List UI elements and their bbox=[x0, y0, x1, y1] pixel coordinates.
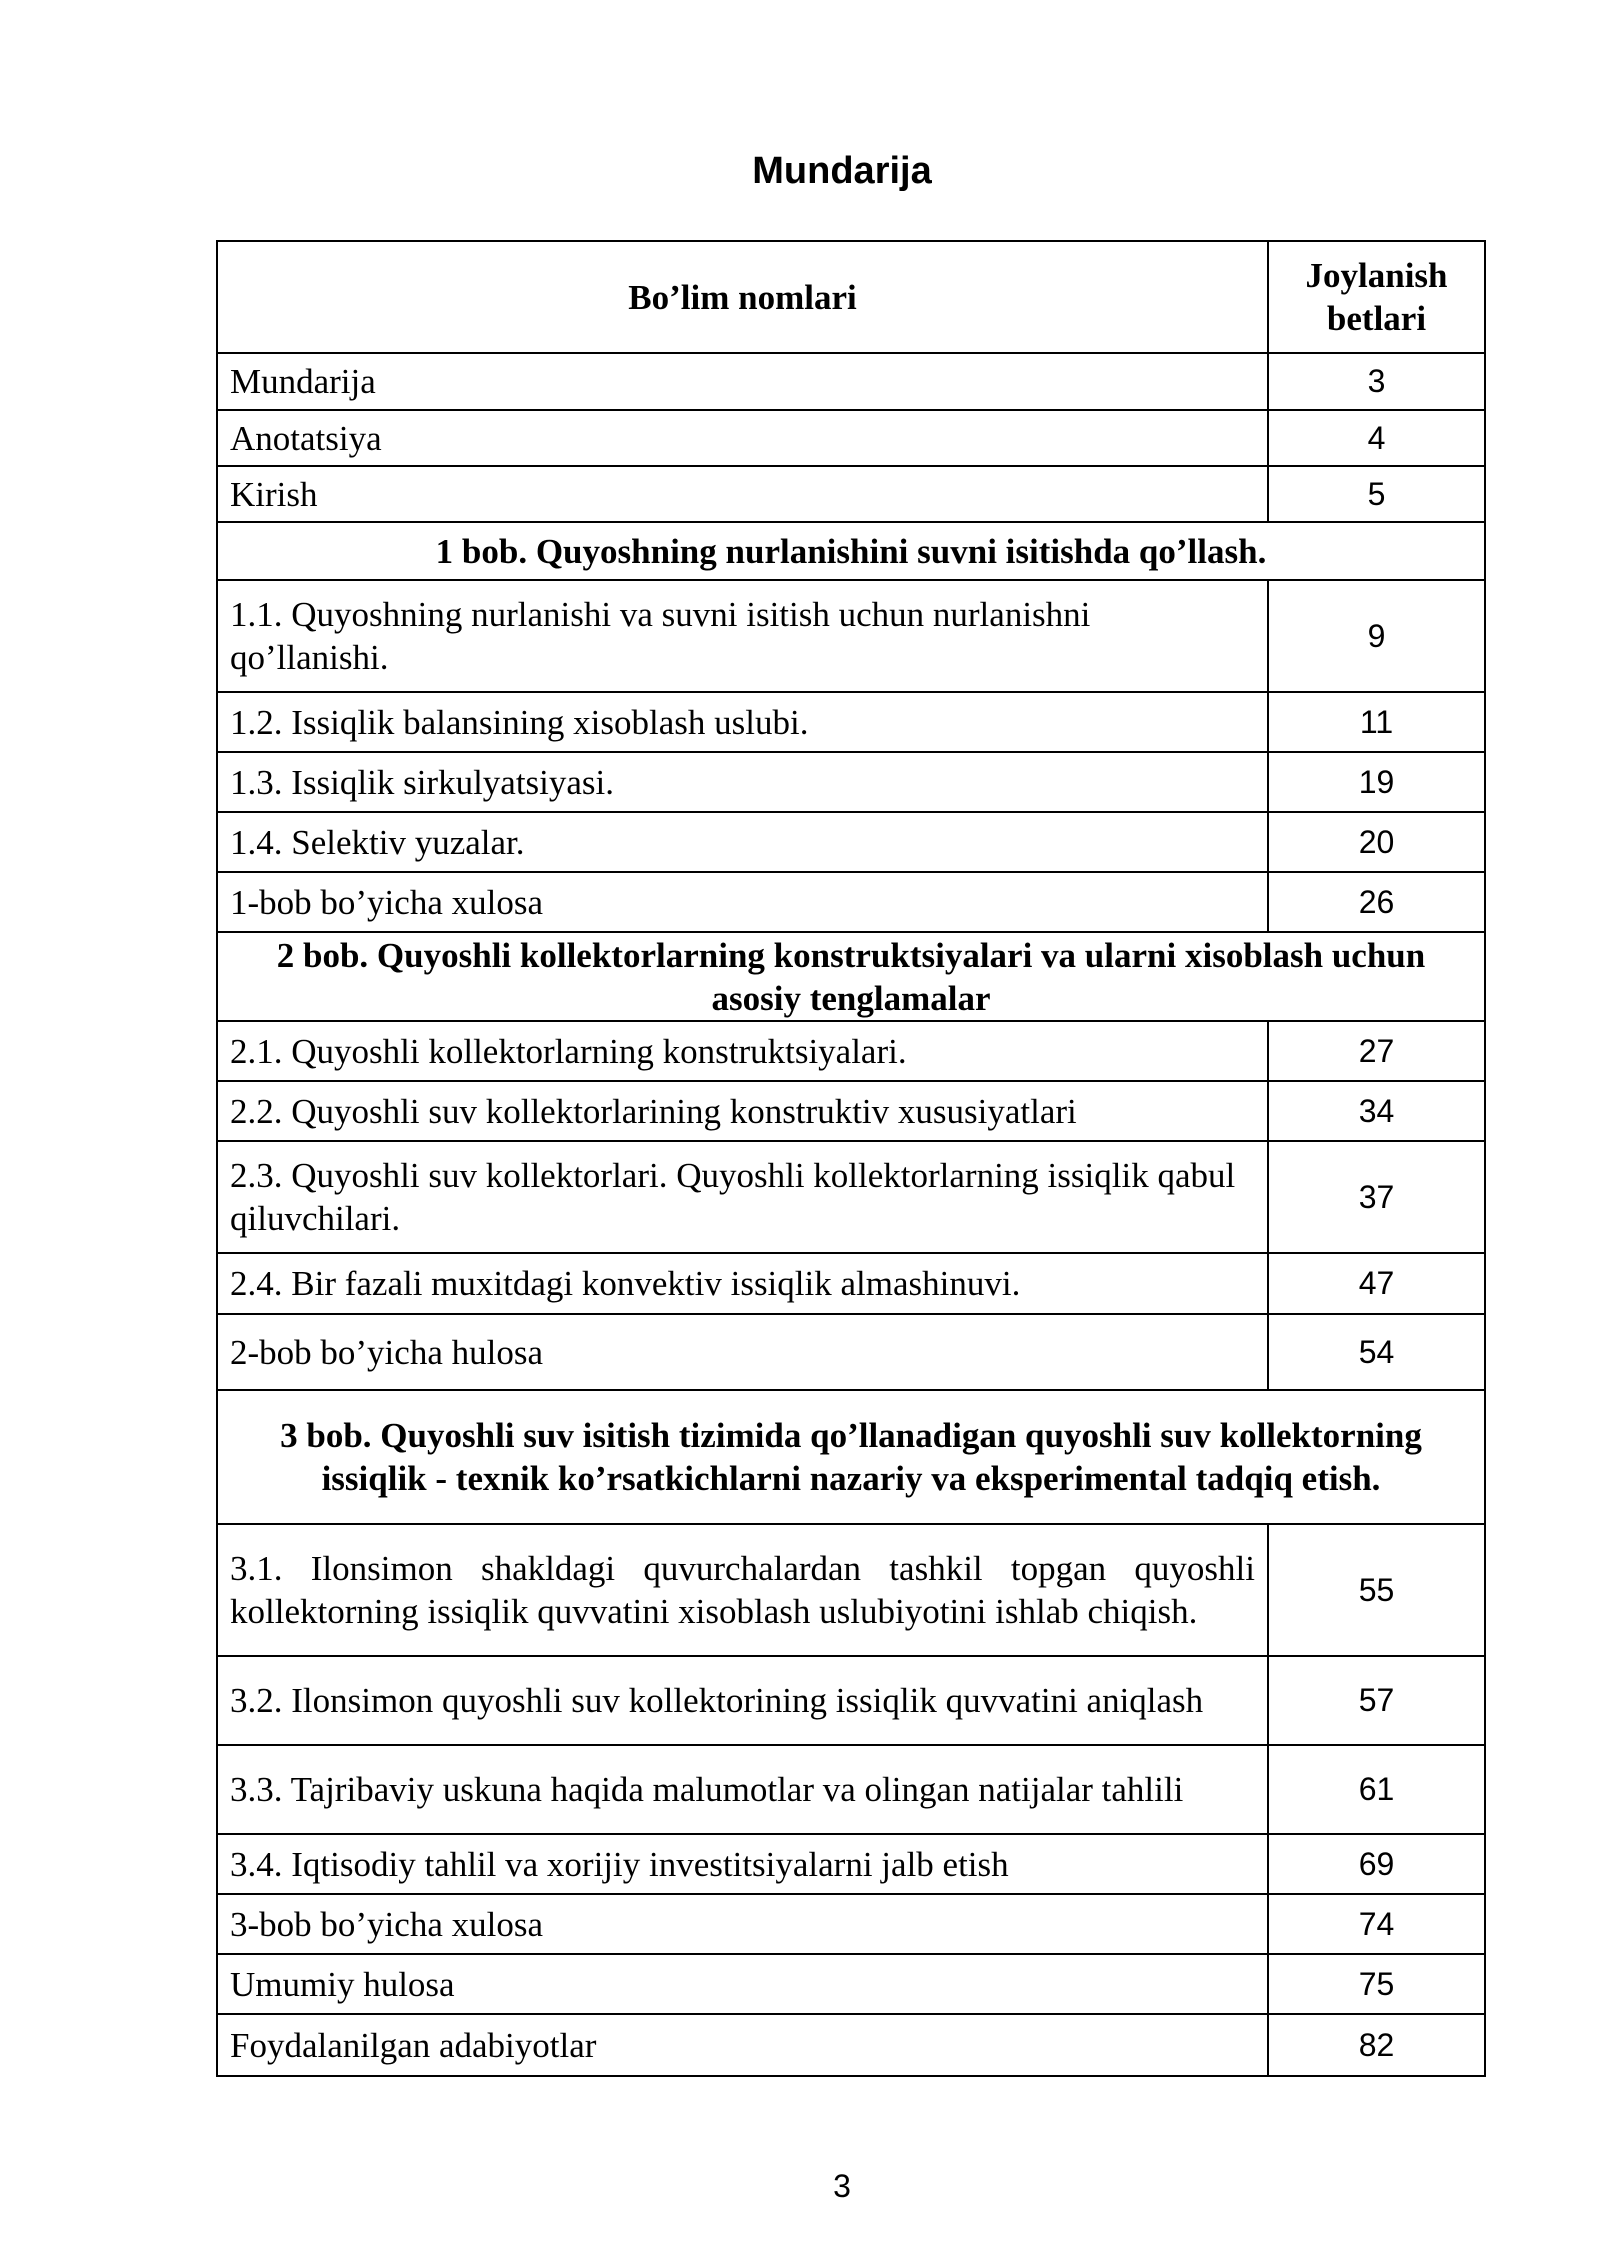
table-row bbox=[217, 580, 1485, 692]
row-label: 2-bob bo’yicha hulosa bbox=[217, 1314, 1268, 1390]
row-label: 3.3. Tajribaviy uskuna haqida malumotlar va olingan natijalar tahlili bbox=[217, 1745, 1268, 1834]
row-page: 26 bbox=[1268, 872, 1485, 932]
chapter-heading: 3 bob. Quyoshli suv isitish tizimida qo’llanadigan quyoshli suv kollektorning issiqlik - texnik ko’rsatkichlarni nazariy va eksperimental tadqiq etish. bbox=[217, 1390, 1485, 1524]
row-label: 3-bob bo’yicha xulosa bbox=[217, 1894, 1268, 1954]
table-row bbox=[217, 872, 1485, 932]
row-label: 2.1. Quyoshli kollektorlarning konstruktsiyalari. bbox=[217, 1021, 1268, 1081]
table-row bbox=[217, 466, 1485, 522]
chapter-row bbox=[217, 1390, 1485, 1524]
table-header-row bbox=[217, 241, 1485, 353]
row-label: 2.2. Quyoshli suv kollektorlarining konstruktiv xususiyatlari bbox=[217, 1081, 1268, 1141]
row-label: 1.4. Selektiv yuzalar. bbox=[217, 812, 1268, 872]
table-row bbox=[217, 1894, 1485, 1954]
row-label: 2.3. Quyoshli suv kollektorlari. Quyoshli kollektorlarning issiqlik qabul qiluvchilari. bbox=[217, 1141, 1268, 1253]
table-row bbox=[217, 1314, 1485, 1390]
row-label: Foydalanilgan adabiyotlar bbox=[217, 2014, 1268, 2076]
chapter-heading: 2 bob. Quyoshli kollektorlarning konstruktsiyalari va ularni xisoblash uchun asosiy tenglamalar bbox=[217, 932, 1485, 1021]
row-page: 4 bbox=[1268, 410, 1485, 466]
row-page: 3 bbox=[1268, 353, 1485, 410]
row-label: Mundarija bbox=[217, 353, 1268, 410]
table-row bbox=[217, 1834, 1485, 1894]
row-label: 1-bob bo’yicha xulosa bbox=[217, 872, 1268, 932]
table-row bbox=[217, 1656, 1485, 1745]
chapter-row bbox=[217, 932, 1485, 1021]
row-page: 74 bbox=[1268, 1894, 1485, 1954]
row-page: 37 bbox=[1268, 1141, 1485, 1253]
table-row bbox=[217, 752, 1485, 812]
row-label: 1.1. Quyoshning nurlanishi va suvni isitish uchun nurlanishni qo’llanishi. bbox=[217, 580, 1268, 692]
row-page: 61 bbox=[1268, 1745, 1485, 1834]
row-page: 19 bbox=[1268, 752, 1485, 812]
page-number: 3 bbox=[833, 2168, 851, 2204]
row-page: 57 bbox=[1268, 1656, 1485, 1745]
row-page: 54 bbox=[1268, 1314, 1485, 1390]
header-page-numbers: Joylanish betlari bbox=[1268, 241, 1485, 353]
table-row bbox=[217, 692, 1485, 752]
contents-table bbox=[216, 240, 1486, 2077]
table-row bbox=[217, 1081, 1485, 1141]
row-label: 3.4. Iqtisodiy tahlil va xorijiy investitsiyalarni jalb etish bbox=[217, 1834, 1268, 1894]
table-row bbox=[217, 1745, 1485, 1834]
row-page: 11 bbox=[1268, 692, 1485, 752]
table-row bbox=[217, 2014, 1485, 2076]
row-label: Anotatsiya bbox=[217, 410, 1268, 466]
row-page: 27 bbox=[1268, 1021, 1485, 1081]
page-title: Mundarija bbox=[752, 150, 932, 192]
row-label: 1.2. Issiqlik balansining xisoblash uslubi. bbox=[217, 692, 1268, 752]
table-row bbox=[217, 1021, 1485, 1081]
row-page: 69 bbox=[1268, 1834, 1485, 1894]
row-label: 3.1. Ilonsimon shakldagi quvurchalardan tashkil topgan quyoshli kollektorning issiqlik quvvatini xisoblash uslubiyotini ishlab chiqish. bbox=[217, 1524, 1268, 1656]
row-page: 9 bbox=[1268, 580, 1485, 692]
row-page: 75 bbox=[1268, 1954, 1485, 2014]
row-page: 20 bbox=[1268, 812, 1485, 872]
table-row bbox=[217, 1954, 1485, 2014]
chapter-row bbox=[217, 522, 1485, 580]
row-page: 82 bbox=[1268, 2014, 1485, 2076]
row-page: 55 bbox=[1268, 1524, 1485, 1656]
row-label: Umumiy hulosa bbox=[217, 1954, 1268, 2014]
row-label: 1.3. Issiqlik sirkulyatsiyasi. bbox=[217, 752, 1268, 812]
table-row bbox=[217, 353, 1485, 410]
row-label: 3.2. Ilonsimon quyoshli suv kollektorining issiqlik quvvatini aniqlash bbox=[217, 1656, 1268, 1745]
table-row bbox=[217, 1141, 1485, 1253]
row-page: 47 bbox=[1268, 1253, 1485, 1314]
row-label: Kirish bbox=[217, 466, 1268, 522]
header-section-names: Bo’lim nomlari bbox=[217, 241, 1268, 353]
table-row bbox=[217, 1253, 1485, 1314]
table-row bbox=[217, 410, 1485, 466]
row-label: 2.4. Bir fazali muxitdagi konvektiv issiqlik almashinuvi. bbox=[217, 1253, 1268, 1314]
table-row bbox=[217, 812, 1485, 872]
row-page: 34 bbox=[1268, 1081, 1485, 1141]
row-page: 5 bbox=[1268, 466, 1485, 522]
table-row bbox=[217, 1524, 1485, 1656]
chapter-heading: 1 bob. Quyoshning nurlanishini suvni isitishda qo’llash. bbox=[217, 522, 1485, 580]
